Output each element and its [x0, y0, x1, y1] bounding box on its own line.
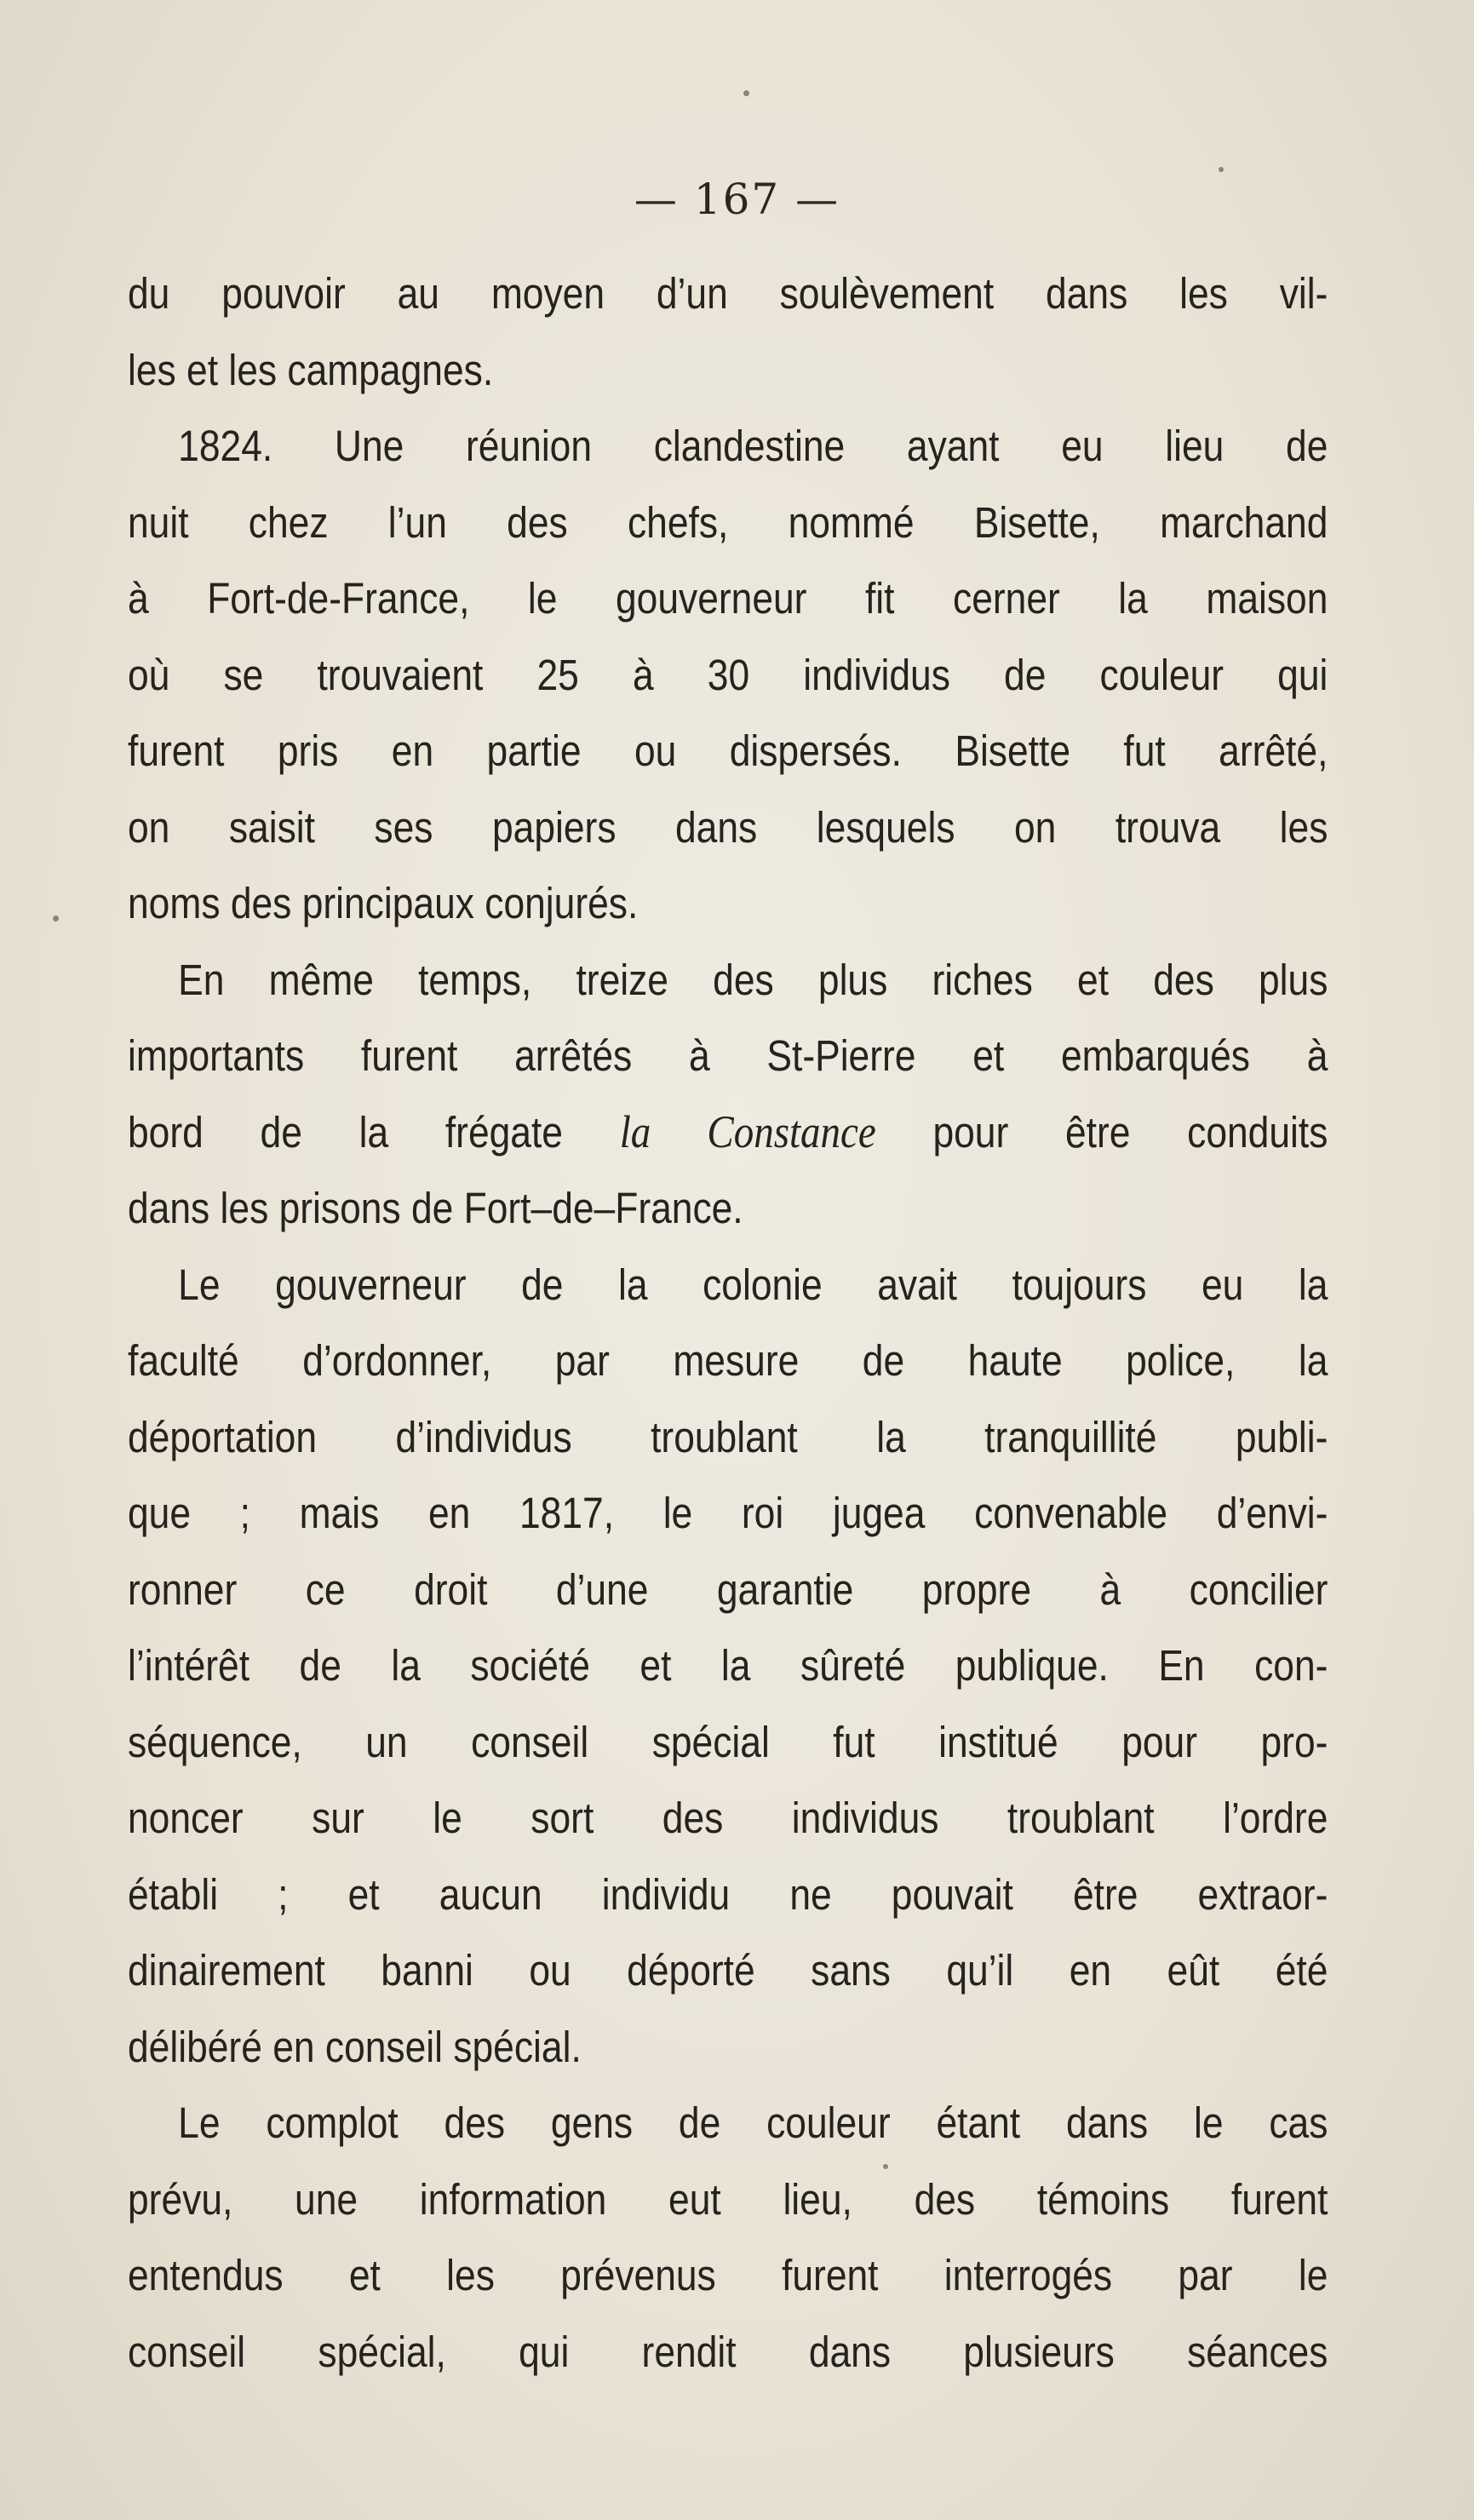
text-line: déportation d’individus troublant la tranquillité publi-: [128, 1412, 1328, 1461]
text-line: noms des principaux conjurés.: [128, 879, 639, 927]
text-line: Le gouverneur de la colonie avait toujours eu la: [178, 1260, 1328, 1309]
text-line: entendus et les prévenus furent interrogés par le: [128, 2251, 1328, 2299]
text-line: séquence, un conseil spécial fut institué pour pro-: [128, 1717, 1328, 1766]
text-line: [128, 1094, 1328, 1171]
text-line: 1824. Une réunion clandestine ayant eu lieu de: [178, 422, 1328, 470]
text-segment: bord de la frégate: [128, 1107, 620, 1157]
text-line: on saisit ses papiers dans lesquels on trouva les: [128, 802, 1328, 852]
text-line: du pouvoir au moyen d’un soulèvement dans les vil-: [128, 269, 1328, 318]
text-line: établi ; et aucun individu ne pouvait être extraor-: [128, 1869, 1328, 1919]
text-line: furent pris en partie ou dispersés. Bisette fut arrêté,: [128, 726, 1328, 775]
text-line: Le complot des gens de couleur étant dans le cas: [178, 2098, 1328, 2147]
text-line: dans les prisons de Fort–de–France.: [128, 1184, 743, 1232]
page-number: — 167 —: [634, 175, 840, 224]
text-line: les et les campagnes.: [128, 345, 494, 394]
text-line: délibéré en conseil spécial.: [128, 2022, 582, 2071]
ship-name-italic: la Constance: [619, 1105, 876, 1157]
text-line: dinairement banni ou déporté sans qu’il en eût été: [128, 1946, 1328, 1995]
paper-speck: [1219, 167, 1224, 172]
paper-speck: [53, 916, 59, 921]
text-segment: pour être conduits: [875, 1107, 1328, 1157]
text-line: ronner ce droit d’une garantie propre à concilier: [128, 1564, 1328, 1614]
paper-speck: [883, 2164, 888, 2169]
text-line: nuit chez l’un des chefs, nommé Bisette, marchand: [128, 497, 1328, 547]
text-line: que ; mais en 1817, le roi jugea convenable d’envi-: [128, 1489, 1328, 1537]
text-line: où se trouvaient 25 à 30 individus de couleur qui: [128, 650, 1328, 699]
text-line: faculté d’ordonner, par mesure de haute police, la: [128, 1336, 1328, 1385]
paper-speck: [743, 90, 749, 96]
text-line: prévu, une information eut lieu, des témoins furent: [128, 2174, 1328, 2224]
text-line: à Fort-de-France, le gouverneur fit cerner la maison: [128, 574, 1328, 623]
text-line: En même temps, treize des plus riches et des plus: [178, 955, 1328, 1004]
text-line: noncer sur le sort des individus troublant l’ordre: [128, 1794, 1328, 1842]
text-line: l’intérêt de la société et la sûreté publique. En con-: [128, 1641, 1328, 1690]
text-line: conseil spécial, qui rendit dans plusieurs séances: [128, 2327, 1328, 2376]
text-line: importants furent arrêtés à St-Pierre et embarqués à: [128, 1031, 1328, 1080]
body-text: [128, 255, 1328, 2390]
